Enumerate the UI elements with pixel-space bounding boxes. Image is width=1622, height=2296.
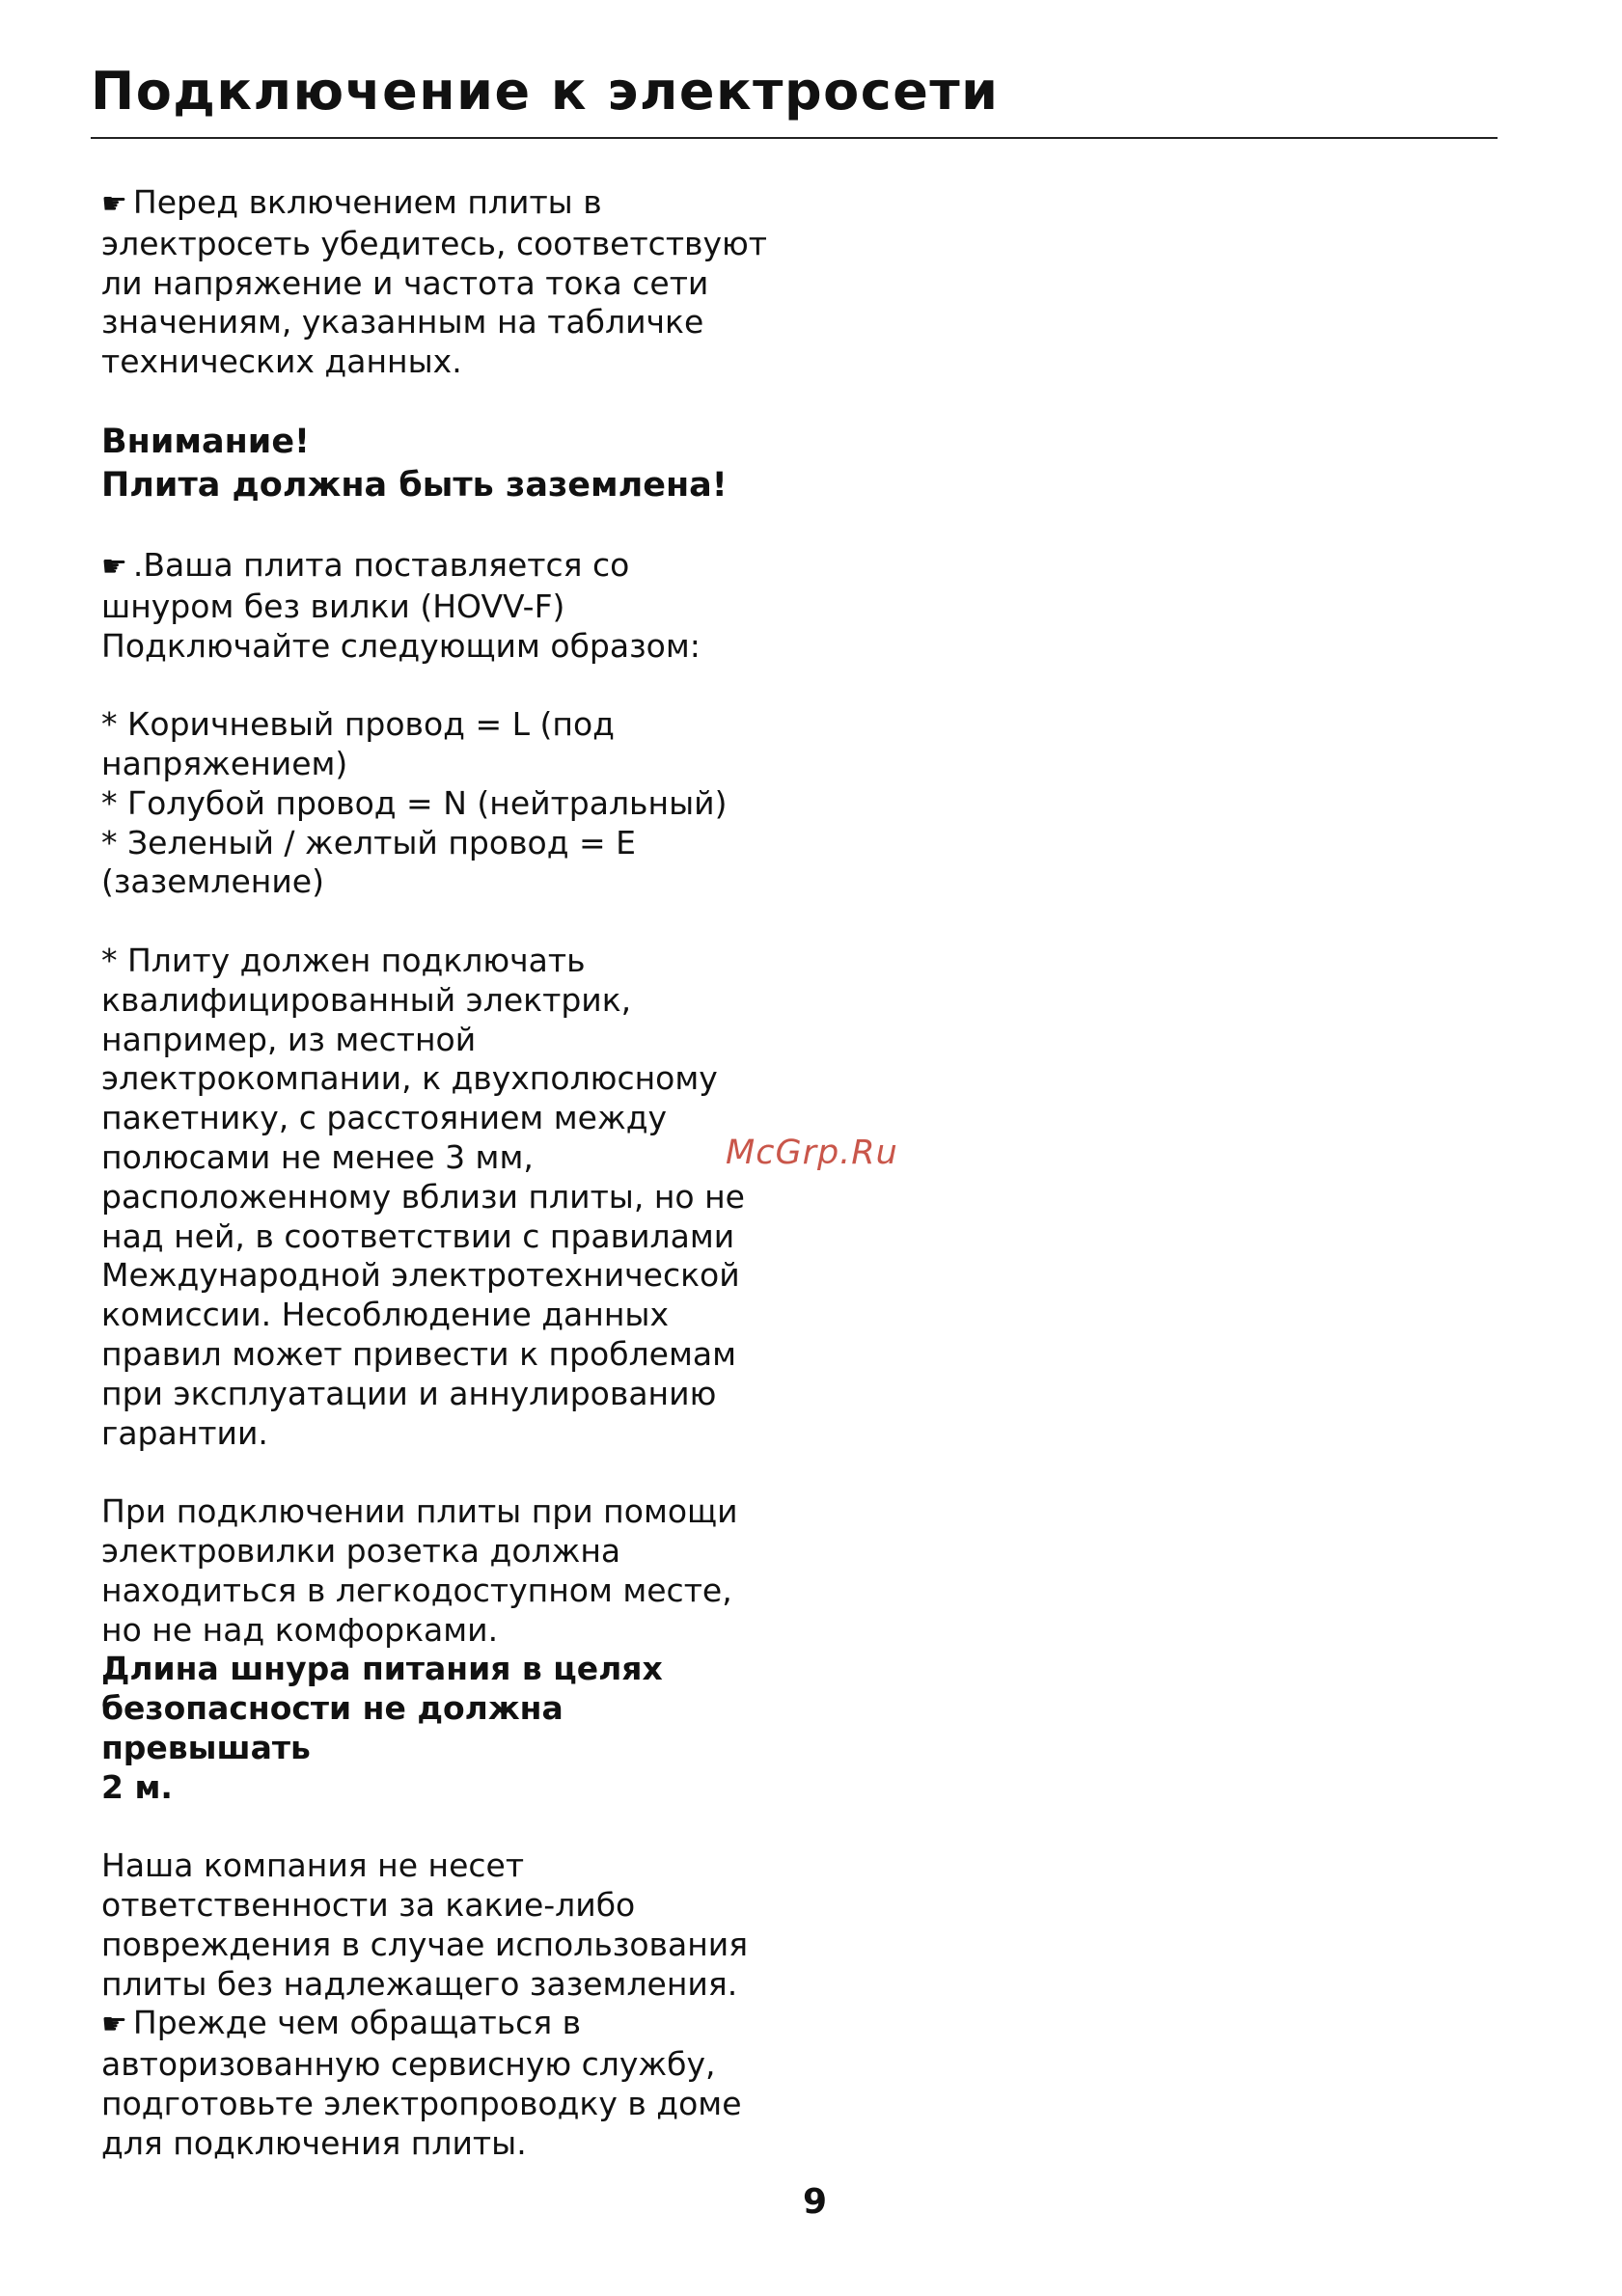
wire-item-green-yellow: * Зеленый / желтый провод = E (заземление) — [101, 823, 637, 901]
cord-text: .Ваша плита поставляется со шнуром без вилки (HOVV-F) Подключайте следующим образом: — [101, 545, 701, 665]
spacer — [101, 382, 777, 421]
warning-line-2: Плита должна быть заземлена! — [101, 465, 728, 505]
intro-paragraph — [101, 183, 777, 382]
watermark: McGrp.Ru — [726, 1134, 898, 1172]
liability-paragraph: Наша компания не несет ответственности за какие-либо повреждения в случае использования плиты без надлежащего заземления. — [101, 1846, 749, 2003]
spacer — [101, 507, 777, 546]
electrician-paragraph: * Плиту должен подключать квалифицированный электрик, например, из местной электрокомпании, к двухполюсному пакетнику, с расстоянием между полюсами не менее 3 мм, расположенному вблизи плиты, но не над ней, в соответствии с правилами Международной электротехнической комиссии. Несоблюдение данных правил может привести к проблемам при эксплуатации и аннулированию гарантии. — [101, 941, 745, 1452]
plug-paragraph: При подключении плиты при помощи электровилки розетка должна находиться в легкодоступном месте, но не над комфорками. — [101, 1492, 738, 1649]
title-divider — [91, 137, 1498, 139]
pointing-hand-icon: ☛ — [101, 2008, 127, 2042]
spacer — [101, 1807, 777, 1846]
warning-heading — [101, 421, 777, 507]
content-column — [101, 183, 777, 2164]
warning-line-1: Внимание! — [101, 422, 311, 461]
spacer — [101, 666, 777, 705]
wire-item-blue: * Голубой провод = N (нейтральный) — [101, 783, 728, 822]
service-paragraph — [101, 2004, 777, 2163]
service-text: Прежде чем обращаться в авторизованную сервисную службу, подготовьте электропроводку в доме для подключения плиты. — [101, 2004, 742, 2162]
intro-text: Перед включением плиты в электросеть убедитесь, соответствуют ли напряжение и частота тока сети значениям, указанным на табличке технических данных. — [101, 183, 768, 381]
pointing-hand-icon: ☛ — [101, 549, 127, 584]
spacer — [101, 1453, 777, 1492]
spacer — [101, 902, 777, 942]
cord-paragraph — [101, 546, 777, 666]
page-title: Подключение к электросети — [91, 61, 1000, 122]
wire-item-brown: * Коричневый провод = L (под напряжением) — [101, 705, 615, 782]
pointing-hand-icon: ☛ — [101, 187, 127, 221]
page-number: 9 — [803, 2182, 828, 2222]
cord-length-warning: Длина шнура питания в целях безопасности не должна превышать 2 м. — [101, 1650, 663, 1806]
